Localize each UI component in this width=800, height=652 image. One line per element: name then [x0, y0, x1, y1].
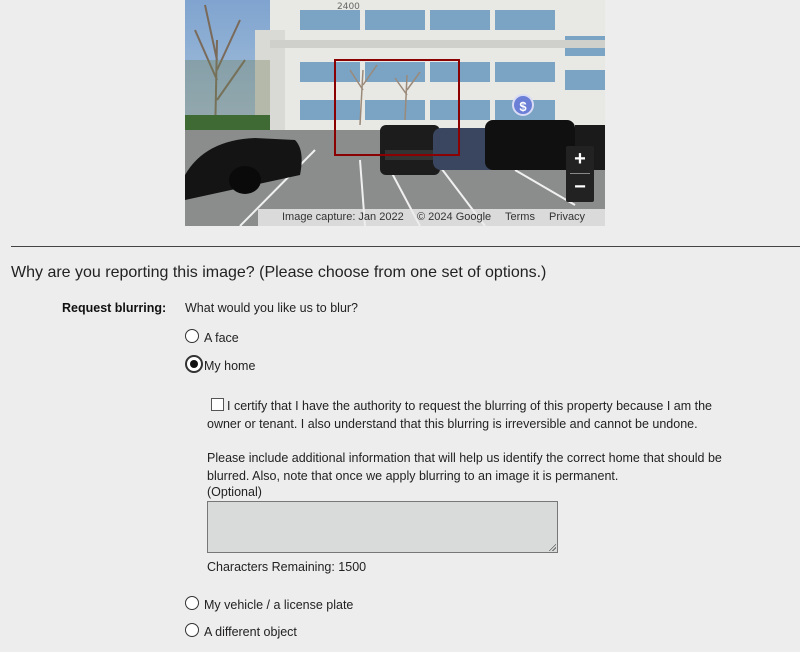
section-label: Request blurring:: [62, 301, 167, 315]
radio-object[interactable]: [185, 623, 199, 637]
additional-info-textarea[interactable]: [207, 501, 558, 553]
certify-block: [207, 397, 737, 433]
zoom-in-button[interactable]: +: [574, 148, 586, 170]
certify-checkbox[interactable]: [211, 398, 224, 411]
option-face-label: A face: [204, 331, 239, 345]
dollar-icon[interactable]: $: [512, 94, 534, 116]
building-number: 2400: [337, 2, 360, 12]
street-view-image[interactable]: [185, 0, 605, 226]
option-home-label: My home: [204, 359, 256, 373]
additional-info-text: Please include additional information that will help us identify the correct home that should be blurred. Also, note that once we apply blurring to an image it is permanent.: [207, 451, 722, 483]
characters-remaining: Characters Remaining: 1500: [207, 560, 367, 574]
blur-question: What would you like us to blur?: [185, 301, 359, 315]
option-object-label: A different object: [204, 625, 297, 639]
map-attribution: [258, 209, 605, 226]
certify-text: I certify that I have the authority to request the blurring of this property because I am the owner or tenant. I also understand that this blurring is irreversible and cannot be undone.: [207, 399, 712, 431]
optional-label: (Optional): [207, 485, 262, 499]
radio-face[interactable]: [185, 329, 199, 343]
zoom-out-button[interactable]: −: [574, 176, 586, 198]
radio-home[interactable]: [185, 355, 203, 373]
privacy-link[interactable]: Privacy: [549, 211, 586, 223]
terms-link[interactable]: Terms: [505, 211, 535, 223]
radio-vehicle[interactable]: [185, 596, 199, 610]
divider: [11, 246, 800, 247]
report-question: Why are you reporting this image? (Please choose from one set of options.): [11, 264, 547, 281]
copyright: © 2024 Google: [417, 211, 492, 223]
option-vehicle-label: My vehicle / a license plate: [204, 598, 354, 612]
capture-date: Image capture: Jan 2022: [282, 211, 404, 223]
street-view-scene: [185, 0, 605, 226]
zoom-control[interactable]: [566, 146, 594, 202]
